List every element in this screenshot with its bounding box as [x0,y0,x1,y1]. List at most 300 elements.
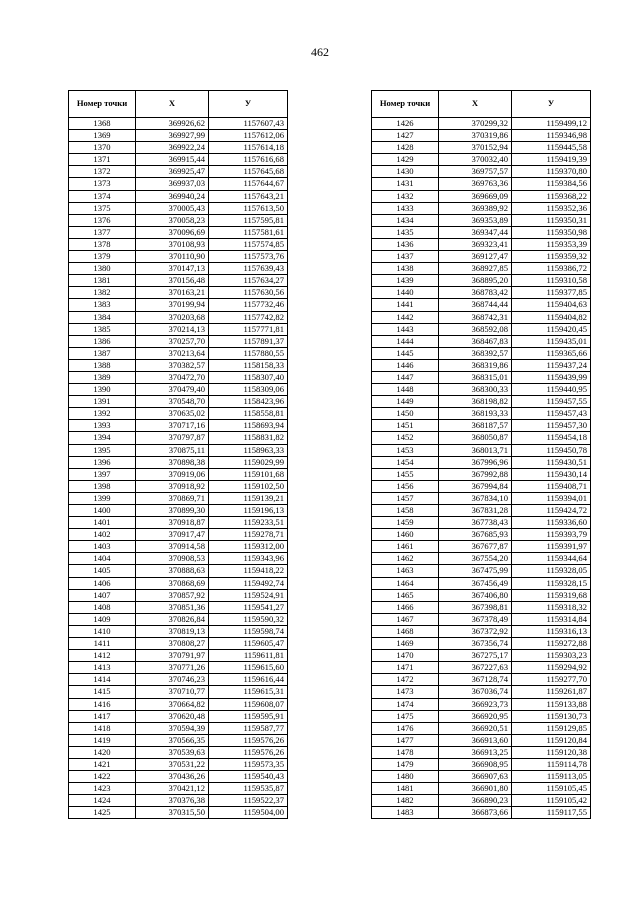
table-row [372,444,591,456]
cell-x: 370539,63 [136,746,209,758]
cell-y: 1157573,76 [209,251,288,263]
cell-point-number: 1457 [372,492,439,504]
cell-point-number: 1393 [69,420,136,432]
cell-point-number: 1438 [372,263,439,275]
header-x: Х [439,91,512,118]
table-row [372,456,591,468]
cell-y: 1159312,00 [209,541,288,553]
table-row [69,154,288,166]
cell-y: 1158307,40 [209,371,288,383]
cell-x: 370531,22 [136,758,209,770]
cell-point-number: 1401 [69,517,136,529]
cell-y: 1159454,18 [512,432,591,444]
cell-y: 1159105,45 [512,783,591,795]
cell-x: 366920,95 [439,710,512,722]
cell-y: 1159319,68 [512,589,591,601]
cell-x: 370851,36 [136,601,209,613]
table-row [372,613,591,625]
cell-x: 370213,64 [136,347,209,359]
cell-x: 367834,10 [439,492,512,504]
cell-x: 366913,60 [439,734,512,746]
cell-x: 370918,87 [136,517,209,529]
cell-y: 1159541,27 [209,601,288,613]
cell-x: 370899,30 [136,505,209,517]
table-row [69,613,288,625]
cell-x: 370319,86 [439,130,512,142]
cell-x: 370299,32 [439,118,512,130]
table-row [372,359,591,371]
cell-y: 1159350,98 [512,226,591,238]
table-row [372,553,591,565]
cell-x: 367036,74 [439,686,512,698]
cell-y: 1159278,71 [209,529,288,541]
table-row [69,746,288,758]
table-row [372,734,591,746]
cell-y: 1159522,37 [209,795,288,807]
cell-y: 1157607,43 [209,118,288,130]
cell-x: 370908,53 [136,553,209,565]
table-row [69,505,288,517]
cell-x: 370664,82 [136,698,209,710]
table-row [69,456,288,468]
table-row [372,468,591,480]
cell-y: 1159540,43 [209,771,288,783]
table-row [372,529,591,541]
cell-point-number: 1440 [372,287,439,299]
cell-x: 367996,96 [439,456,512,468]
cell-point-number: 1468 [372,625,439,637]
cell-point-number: 1407 [69,589,136,601]
cell-x: 369927,99 [136,130,209,142]
cell-y: 1159318,32 [512,601,591,613]
cell-point-number: 1420 [69,746,136,758]
cell-point-number: 1399 [69,492,136,504]
cell-point-number: 1386 [69,335,136,347]
table-row [69,347,288,359]
table-row [69,468,288,480]
cell-x: 369347,44 [439,226,512,238]
table-row [69,444,288,456]
table-row [69,722,288,734]
table-row [69,432,288,444]
table-row [69,565,288,577]
table-row [69,795,288,807]
table-row [372,517,591,529]
table-row [372,638,591,650]
cell-point-number: 1459 [372,517,439,529]
cell-point-number: 1426 [372,118,439,130]
cell-x: 367554,20 [439,553,512,565]
cell-x: 370382,57 [136,359,209,371]
cell-y: 1159113,05 [512,771,591,783]
cell-x: 370108,93 [136,238,209,250]
cell-y: 1159139,21 [209,492,288,504]
cell-y: 1159616,44 [209,674,288,686]
cell-x: 369925,47 [136,166,209,178]
cell-x: 367831,28 [439,505,512,517]
cell-y: 1157595,81 [209,214,288,226]
cell-point-number: 1480 [372,771,439,783]
cell-point-number: 1478 [372,746,439,758]
table-row [372,263,591,275]
table-row [372,758,591,770]
cell-point-number: 1471 [372,662,439,674]
cell-y: 1159344,64 [512,553,591,565]
cell-point-number: 1465 [372,589,439,601]
cell-point-number: 1406 [69,577,136,589]
cell-point-number: 1425 [69,807,136,819]
cell-y: 1159102,50 [209,480,288,492]
cell-y: 1157644,67 [209,178,288,190]
cell-point-number: 1408 [69,601,136,613]
cell-x: 370472,70 [136,371,209,383]
cell-point-number: 1448 [372,384,439,396]
cell-point-number: 1421 [69,758,136,770]
cell-y: 1159328,15 [512,577,591,589]
cell-point-number: 1443 [372,323,439,335]
cell-x: 369389,92 [439,202,512,214]
cell-point-number: 1418 [69,722,136,734]
page-number: 462 [311,45,329,59]
cell-point-number: 1389 [69,371,136,383]
table-row [69,807,288,819]
table-row [372,154,591,166]
cell-x: 369323,41 [439,238,512,250]
cell-x: 370791,97 [136,650,209,662]
table-row [372,408,591,420]
cell-point-number: 1453 [372,444,439,456]
cell-y: 1159303,23 [512,650,591,662]
cell-x: 370797,87 [136,432,209,444]
cell-y: 1159499,12 [512,118,591,130]
table-row [372,287,591,299]
cell-y: 1159404,63 [512,299,591,311]
cell-y: 1158423,96 [209,396,288,408]
cell-x: 370869,71 [136,492,209,504]
cell-x: 370635,02 [136,408,209,420]
cell-point-number: 1458 [372,505,439,517]
cell-x: 369926,62 [136,118,209,130]
cell-x: 368198,82 [439,396,512,408]
table-row [372,650,591,662]
table-row [69,299,288,311]
cell-x: 370888,63 [136,565,209,577]
cell-point-number: 1379 [69,251,136,263]
cell-point-number: 1417 [69,710,136,722]
cell-point-number: 1456 [372,480,439,492]
cell-x: 368319,86 [439,359,512,371]
cell-point-number: 1394 [69,432,136,444]
table-row [372,238,591,250]
table-header-row [372,91,591,118]
table-row [69,650,288,662]
table-row [372,698,591,710]
cell-y: 1159437,24 [512,359,591,371]
table-row [372,795,591,807]
cell-point-number: 1473 [372,686,439,698]
cell-y: 1159595,91 [209,710,288,722]
cell-x: 367398,81 [439,601,512,613]
cell-y: 1159435,01 [512,335,591,347]
cell-point-number: 1446 [372,359,439,371]
cell-point-number: 1396 [69,456,136,468]
coordinates-table-right [371,90,591,819]
cell-y: 1158693,94 [209,420,288,432]
cell-y: 1159457,43 [512,408,591,420]
cell-y: 1159368,22 [512,190,591,202]
cell-y: 1157614,18 [209,142,288,154]
table-row [69,517,288,529]
cell-y: 1159196,13 [209,505,288,517]
cell-point-number: 1434 [372,214,439,226]
table-row [372,299,591,311]
cell-x: 370032,40 [439,154,512,166]
table-row [69,396,288,408]
cell-x: 369669,09 [439,190,512,202]
cell-x: 368927,85 [439,263,512,275]
table-row [69,698,288,710]
table-row [372,565,591,577]
cell-point-number: 1392 [69,408,136,420]
table-row [372,625,591,637]
cell-point-number: 1375 [69,202,136,214]
cell-x: 370203,68 [136,311,209,323]
cell-y: 1159261,87 [512,686,591,698]
cell-x: 369922,24 [136,142,209,154]
cell-point-number: 1441 [372,299,439,311]
cell-y: 1159130,73 [512,710,591,722]
table-row [372,492,591,504]
cell-point-number: 1481 [372,783,439,795]
cell-y: 1158558,81 [209,408,288,420]
cell-x: 366923,73 [439,698,512,710]
coordinates-table-left [68,90,288,819]
cell-y: 1159524,91 [209,589,288,601]
cell-y: 1159233,51 [209,517,288,529]
table-row [372,118,591,130]
cell-x: 367677,87 [439,541,512,553]
table-row [372,662,591,674]
cell-y: 1159133,88 [512,698,591,710]
cell-point-number: 1447 [372,371,439,383]
cell-y: 1159310,58 [512,275,591,287]
cell-y: 1159404,82 [512,311,591,323]
cell-point-number: 1400 [69,505,136,517]
cell-x: 370771,26 [136,662,209,674]
cell-y: 1159587,77 [209,722,288,734]
table-row [372,130,591,142]
cell-y: 1159117,55 [512,807,591,819]
cell-point-number: 1429 [372,154,439,166]
cell-x: 367378,49 [439,613,512,625]
cell-point-number: 1462 [372,553,439,565]
cell-point-number: 1374 [69,190,136,202]
cell-point-number: 1410 [69,625,136,637]
cell-point-number: 1442 [372,311,439,323]
cell-x: 370436,26 [136,771,209,783]
header-point-number: Номер точки [69,91,136,118]
table-row [69,359,288,371]
cell-x: 367227,63 [439,662,512,674]
cell-point-number: 1467 [372,613,439,625]
table-row [69,335,288,347]
cell-y: 1159430,14 [512,468,591,480]
cell-point-number: 1455 [372,468,439,480]
cell-point-number: 1416 [69,698,136,710]
cell-point-number: 1372 [69,166,136,178]
table-body-right [372,118,591,819]
cell-y: 1159430,51 [512,456,591,468]
cell-y: 1159386,72 [512,263,591,275]
cell-x: 366907,63 [439,771,512,783]
cell-point-number: 1384 [69,311,136,323]
table-row [69,166,288,178]
cell-y: 1159294,92 [512,662,591,674]
cell-x: 367406,80 [439,589,512,601]
cell-x: 368315,01 [439,371,512,383]
cell-point-number: 1466 [372,601,439,613]
table-row [69,287,288,299]
cell-x: 370826,84 [136,613,209,625]
cell-y: 1159370,80 [512,166,591,178]
cell-y: 1158963,33 [209,444,288,456]
cell-point-number: 1428 [372,142,439,154]
cell-point-number: 1464 [372,577,439,589]
table-row [372,335,591,347]
cell-x: 370110,90 [136,251,209,263]
cell-x: 370875,11 [136,444,209,456]
cell-y: 1159314,84 [512,613,591,625]
cell-y: 1157613,50 [209,202,288,214]
cell-x: 370548,70 [136,396,209,408]
table-row [69,214,288,226]
cell-x: 368392,57 [439,347,512,359]
table-row [372,674,591,686]
cell-point-number: 1449 [372,396,439,408]
cell-point-number: 1472 [372,674,439,686]
table-row [69,275,288,287]
cell-y: 1157634,27 [209,275,288,287]
table-row [372,178,591,190]
cell-y: 1158831,82 [209,432,288,444]
cell-y: 1159418,22 [209,565,288,577]
cell-x: 368187,57 [439,420,512,432]
table-row [69,226,288,238]
cell-point-number: 1369 [69,130,136,142]
cell-y: 1157630,56 [209,287,288,299]
cell-y: 1157880,55 [209,347,288,359]
cell-x: 370566,35 [136,734,209,746]
cell-x: 367372,92 [439,625,512,637]
cell-y: 1159394,01 [512,492,591,504]
cell-point-number: 1370 [69,142,136,154]
cell-x: 366873,66 [439,807,512,819]
header-y: У [512,91,591,118]
cell-x: 367456,49 [439,577,512,589]
cell-x: 370257,70 [136,335,209,347]
table-row [69,710,288,722]
table-row [372,686,591,698]
table-row [372,746,591,758]
cell-y: 1159377,85 [512,287,591,299]
cell-x: 367685,93 [439,529,512,541]
cell-y: 1159350,31 [512,214,591,226]
cell-point-number: 1382 [69,287,136,299]
cell-y: 1159029,99 [209,456,288,468]
cell-x: 367994,84 [439,480,512,492]
cell-point-number: 1371 [69,154,136,166]
cell-point-number: 1461 [372,541,439,553]
cell-point-number: 1477 [372,734,439,746]
cell-x: 370005,43 [136,202,209,214]
cell-point-number: 1402 [69,529,136,541]
cell-y: 1159504,00 [209,807,288,819]
table-row [372,420,591,432]
table-row [372,190,591,202]
cell-point-number: 1398 [69,480,136,492]
cell-x: 370058,23 [136,214,209,226]
cell-x: 370917,47 [136,529,209,541]
cell-x: 370376,38 [136,795,209,807]
cell-y: 1159353,39 [512,238,591,250]
table-row [69,492,288,504]
table-row [69,686,288,698]
table-row [69,408,288,420]
cell-x: 370746,23 [136,674,209,686]
table-row [372,384,591,396]
cell-x: 366890,23 [439,795,512,807]
cell-x: 368300,33 [439,384,512,396]
cell-x: 368592,08 [439,323,512,335]
cell-x: 368742,31 [439,311,512,323]
table-row [372,771,591,783]
table-row [69,589,288,601]
cell-y: 1159114,78 [512,758,591,770]
cell-point-number: 1376 [69,214,136,226]
table-row [69,529,288,541]
cell-point-number: 1415 [69,686,136,698]
table-row [69,323,288,335]
table-row [69,202,288,214]
cell-point-number: 1381 [69,275,136,287]
cell-y: 1159492,74 [209,577,288,589]
table-row [372,710,591,722]
cell-point-number: 1444 [372,335,439,347]
cell-point-number: 1412 [69,650,136,662]
cell-y: 1158158,33 [209,359,288,371]
table-row [372,202,591,214]
cell-y: 1157891,37 [209,335,288,347]
cell-point-number: 1436 [372,238,439,250]
cell-y: 1159105,42 [512,795,591,807]
cell-x: 366901,80 [439,783,512,795]
cell-y: 1159440,95 [512,384,591,396]
cell-point-number: 1391 [69,396,136,408]
cell-point-number: 1377 [69,226,136,238]
cell-y: 1159129,85 [512,722,591,734]
cell-x: 367992,88 [439,468,512,480]
table-row [372,480,591,492]
cell-y: 1157612,06 [209,130,288,142]
table-row [69,142,288,154]
table-row [372,432,591,444]
table-row [372,807,591,819]
table-row [69,130,288,142]
cell-y: 1159120,84 [512,734,591,746]
cell-point-number: 1454 [372,456,439,468]
cell-x: 370717,16 [136,420,209,432]
cell-x: 368783,42 [439,287,512,299]
